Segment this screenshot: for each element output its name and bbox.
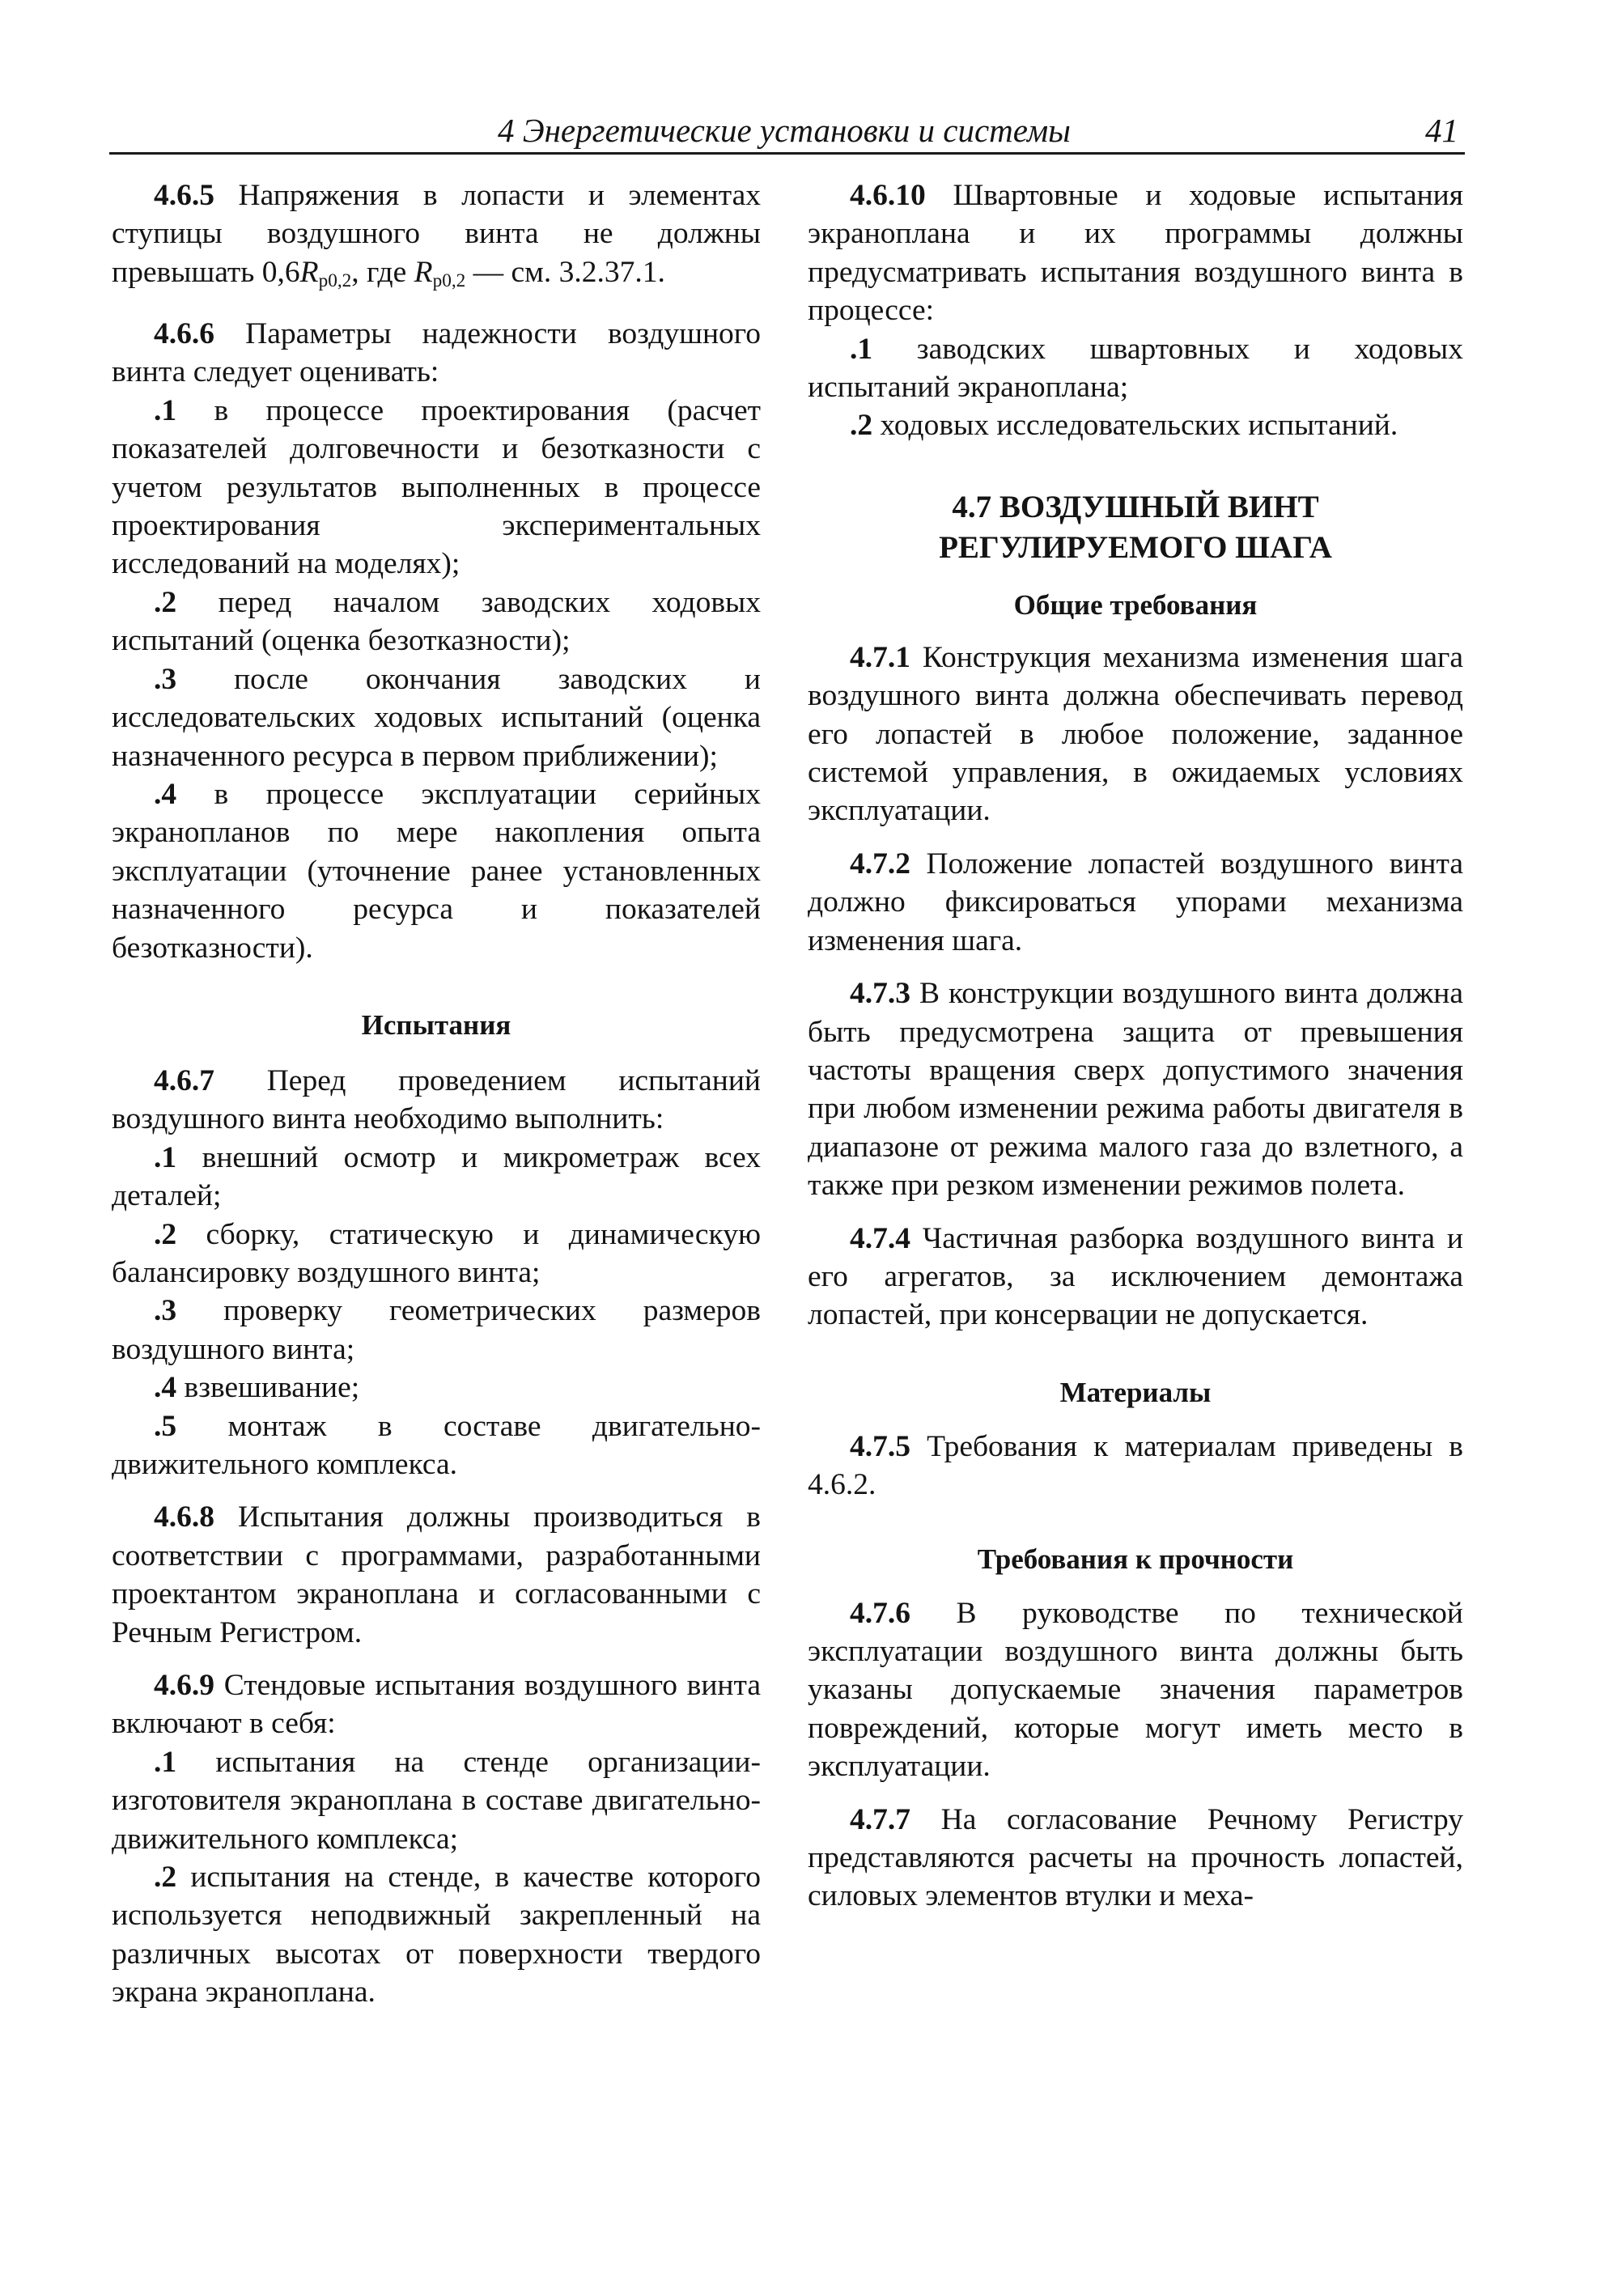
clause-number: 4.6.10 [850,179,926,212]
section-title: 4.7 ВОЗДУШНЫЙ ВИНТ [952,489,1319,524]
item-number: .2 [154,585,177,619]
paragraph-text: — см. 3.2.37.1. [465,255,665,289]
clause-number: 4.7.3 [850,977,910,1011]
paragraph-text: Испытания должны производиться в соответствии с программами, разработанными проектантом экраноплана и согласованными с Речным Регистром. [112,1500,761,1649]
section-heading-block [808,487,1463,568]
clause-number: 4.6.9 [154,1669,214,1703]
clause-number: 4.6.8 [154,1500,214,1534]
paragraph-text: Параметры надежности воздушного винта следует оценивать: [112,317,761,389]
subheading-general: Общие требования [1013,588,1258,621]
paragraph-4-7-2 [808,845,1463,960]
paragraph-4-7-5 [808,1428,1463,1504]
item-number: .4 [154,777,177,811]
list-item [112,1858,761,2012]
list-item [112,660,761,775]
item-number: .2 [154,1217,177,1251]
left-column [112,176,761,2012]
paragraph-text: В руководстве по технической эксплуатации воздушного винта должны быть указаны допускаемые значения параметров повреждений, которые могут иметь место в эксплуатации. [808,1596,1463,1784]
paragraph-text: Конструкция механизма изменения шага воздушного винта должна обеспечивать перевод его лопастей в любое положение, заданное системой управления, в ожидаемых условиях эксплуатации. [808,640,1463,828]
item-text: после окончания заводских и исследовательских ходовых испытаний (оценка назначенного ресурса в первом приближении); [112,662,761,773]
paragraph-4-6-10 [808,176,1463,330]
paragraph-4-7-1 [808,639,1463,830]
item-number: .1 [154,1745,177,1779]
list-item [808,406,1463,444]
item-number: .3 [154,662,177,696]
paragraph-text: Положение лопастей воздушного винта должно фиксироваться упорами механизма изменения шага. [808,847,1463,957]
symbol-subscript: p0,2 [432,269,466,291]
item-number: .3 [154,1294,177,1328]
symbol-r: R [414,255,433,289]
list-item [112,584,761,660]
list-item [112,1292,761,1369]
clause-number: 4.7.1 [850,640,910,674]
paragraph-text: Швартовные и ходовые испытания экраноплана и их программы должны предусматривать испытания воздушного винта в процессе: [808,179,1463,328]
paragraph-4-7-4 [808,1220,1463,1335]
item-number: .1 [850,332,873,366]
item-number: .2 [154,1861,177,1895]
item-text: испытания на стенде организации-изготовителя экраноплана в составе двигательно-движительного комплекса; [112,1745,761,1856]
paragraph-4-7-6 [808,1594,1463,1786]
clause-number: 4.7.5 [850,1429,910,1463]
item-number: .4 [154,1371,177,1405]
list-item [112,775,761,967]
item-number: .1 [154,1140,177,1174]
paragraph-text: Стендовые испытания воздушного винта включают в себя: [112,1669,761,1741]
paragraph-text: Перед проведением испытаний воздушного винта необходимо выполнить: [112,1063,761,1136]
clause-number: 4.7.7 [850,1802,910,1836]
clause-number: 4.6.7 [154,1063,214,1097]
paragraph-text: Частичная разборка воздушного винта и его агрегатов, за исключением демонтажа лопастей, при консервации не допускается. [808,1221,1463,1332]
paragraph-text: , где [351,255,414,289]
symbol-subscript: p0,2 [318,269,352,291]
paragraph-text: В конструкции воздушного винта должна быть предусмотрена защита от превышения частоты вращения сверх допустимого значения при любом изменении режима работы двигателя в диапазоне от режима малого газа до взлетного, а также при резком изменении режимов полета. [808,977,1463,1203]
clause-number: 4.6.6 [154,317,214,351]
list-item [112,1369,761,1407]
paragraph-text: На согласование Речному Регистру представляются расчеты на прочность лопастей, силовых элементов втулки и меха- [808,1802,1463,1913]
paragraph-4-7-3 [808,974,1463,1204]
list-item [112,1743,761,1858]
item-text: в процессе эксплуатации серийных экранопланов по мере накопления опыта эксплуатации (уточнение ранее установленных назначенного ресурса и показателей безотказности). [112,777,761,965]
paragraph-text: Требования к материалам приведены в 4.6.2. [808,1429,1463,1502]
paragraph-4-6-7 [112,1062,761,1139]
item-number: .2 [850,409,873,443]
paragraph-4-6-5 [112,176,761,300]
item-text: проверку геометрических размеров воздушного винта; [112,1294,761,1366]
paragraph-4-6-8 [112,1498,761,1652]
right-column [808,176,1463,1916]
clause-number: 4.7.2 [850,847,910,881]
running-header [109,104,1465,155]
subheading-materials: Материалы [1059,1376,1212,1408]
paragraph-4-6-6 [112,315,761,392]
item-text: в процессе проектирования (расчет показателей долговечности и безотказности с учетом результатов выполненных в процессе проектирования экспериментальных исследований на моделях); [112,393,761,581]
paragraph-4-7-7 [808,1801,1463,1916]
item-text: взвешивание; [176,1371,360,1405]
paragraph-text: Напряжения в лопасти и элементах ступицы воздушного винта не должны превышать 0,6 [112,179,761,289]
list-item [808,330,1463,407]
list-item [112,1139,761,1216]
item-text: заводских швартовных и ходовых испытаний экраноплана; [808,332,1463,405]
clause-number: 4.7.6 [850,1596,910,1630]
list-item [112,392,761,584]
item-text: внешний осмотр и микрометраж всех деталей; [112,1140,761,1213]
item-text: ходовых исследовательских испытаний. [872,409,1398,443]
list-item [112,1407,761,1484]
item-text: сборку, статическую и динамическую балансировку воздушного винта; [112,1217,761,1289]
header-title: 4 Энергетические установки и системы [498,112,1071,149]
item-text: испытания на стенде, в качестве которого используется неподвижный закрепленный на различных высотах от поверхности твердого экрана экраноплана. [112,1861,761,2010]
subheading-tests: Испытания [361,1008,511,1041]
item-text: монтаж в составе двигательно-движительного комплекса. [112,1409,761,1481]
subheading-strength: Требования к прочности [977,1543,1294,1575]
item-text: перед началом заводских ходовых испытаний (оценка безотказности); [112,585,761,658]
section-title: РЕГУЛИРУЕМОГО ШАГА [939,529,1332,565]
symbol-r: R [299,255,319,289]
clause-number: 4.7.4 [850,1221,910,1255]
item-number: .1 [154,393,177,427]
list-item [112,1216,761,1292]
paragraph-4-6-9 [112,1666,761,1743]
page-number: 41 [1425,112,1458,149]
clause-number: 4.6.5 [154,179,214,212]
item-number: .5 [154,1409,177,1443]
